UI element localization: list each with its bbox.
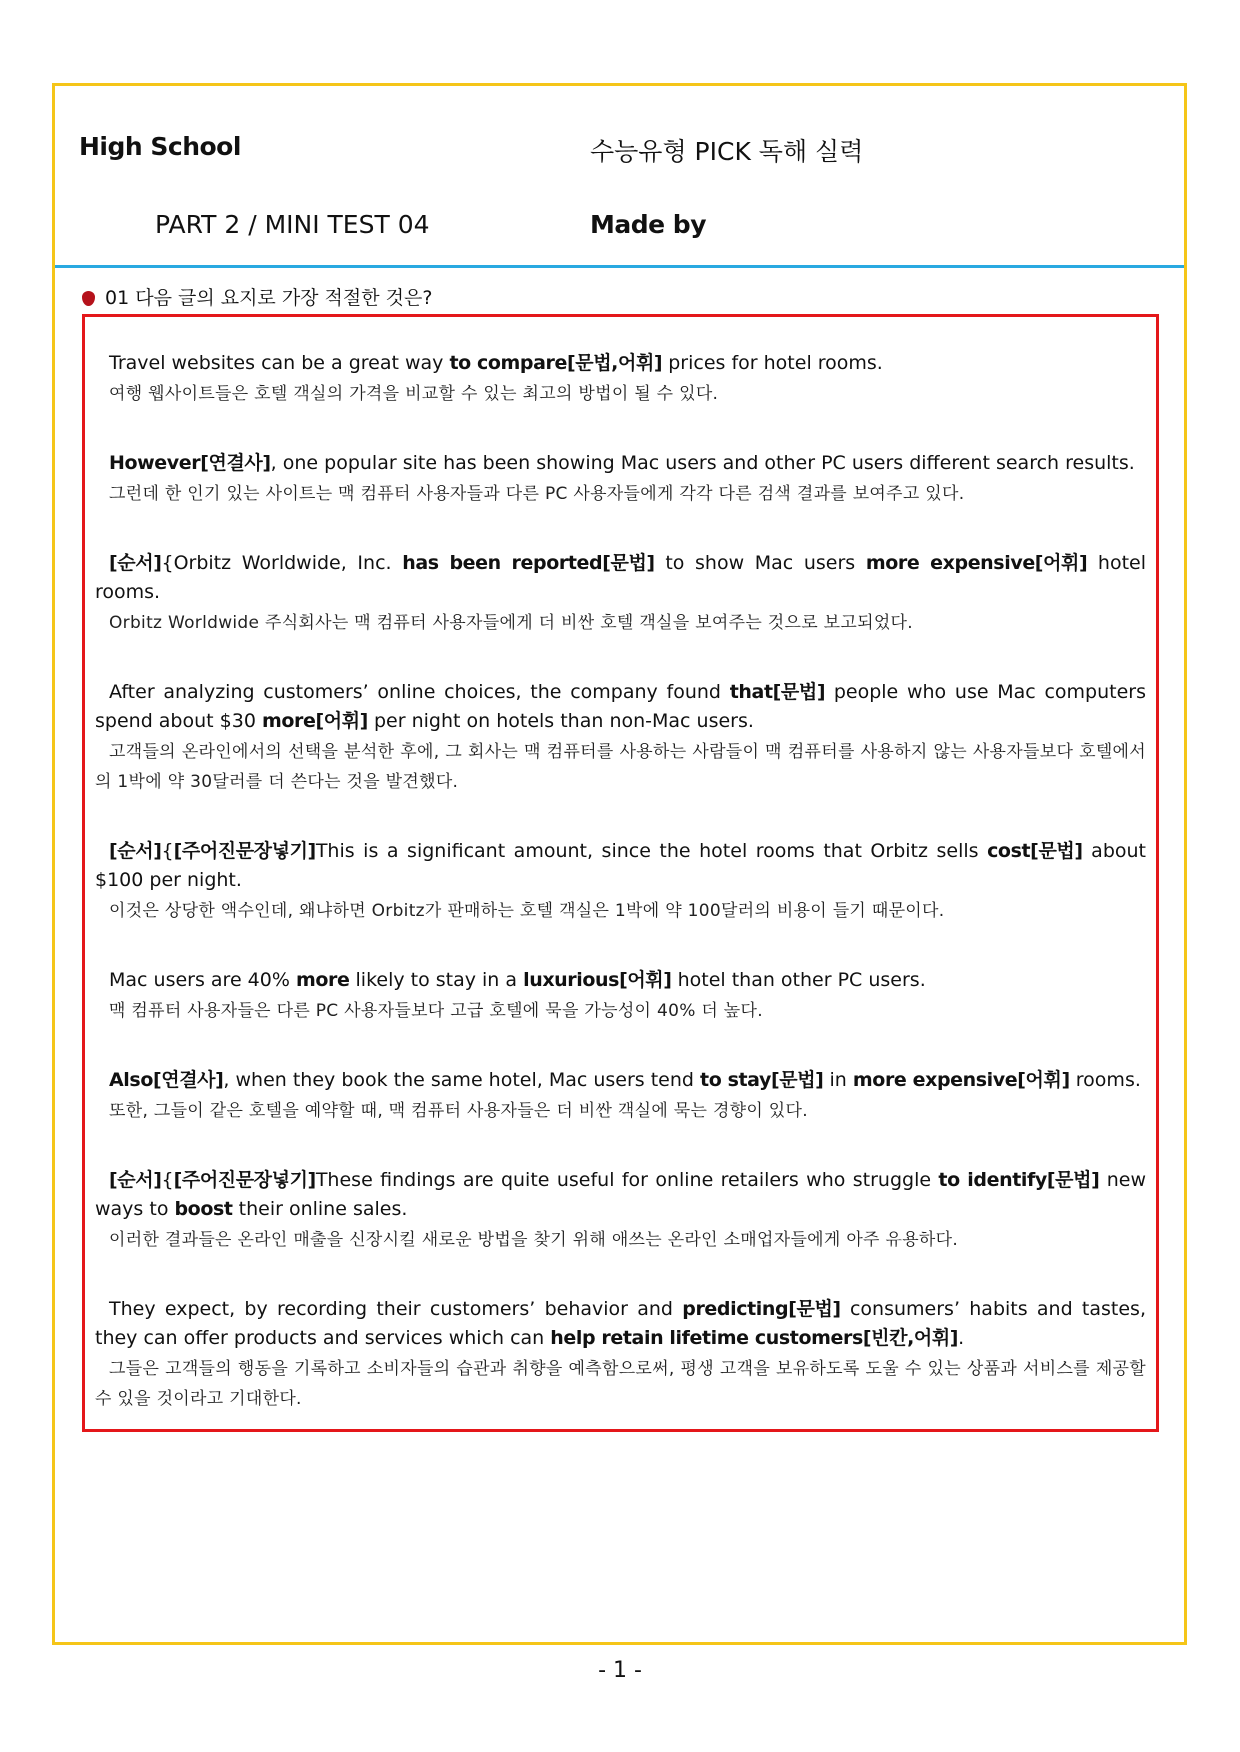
korean-translation: 이러한 결과들은 온라인 매출을 신장시킬 새로운 방법을 찾기 위해 애쓰는 온라인 소매업자들에게 아주 유용하다. xyxy=(109,1230,959,1250)
highlighted-term: to stay[문법] xyxy=(700,1069,824,1091)
highlighted-term: [주어진문장넣기] xyxy=(173,840,316,862)
korean-translation: 이것은 상당한 액수인데, 왜냐하면 Orbitz가 판매하는 호텔 객실은 1박에 약 100달러의 비용이 들기 때문이다. xyxy=(109,901,945,921)
sentence-text: After analyzing customers’ online choices, the company found xyxy=(109,681,730,703)
school-level: High School xyxy=(79,132,241,161)
passage-paragraph xyxy=(95,449,1146,509)
sentence-text: , when they book the same hotel, Mac users tend xyxy=(223,1069,701,1091)
highlighted-term: predicting[문법] xyxy=(682,1298,841,1320)
question-text: 01 다음 글의 요지로 가장 적절한 것은? xyxy=(105,287,433,309)
korean-translation: 맥 컴퓨터 사용자들은 다른 PC 사용자들보다 고급 호텔에 묵을 가능성이 40% 더 높다. xyxy=(109,1001,763,1021)
passage-paragraph xyxy=(95,1166,1146,1255)
part-label: PART 2 / MINI TEST 04 xyxy=(155,210,430,239)
highlighted-term: Also[연결사] xyxy=(109,1069,224,1091)
english-sentence xyxy=(95,837,1146,895)
sentence-text: This is a significant amount, since the hotel rooms that Orbitz sells xyxy=(315,840,988,862)
sentence-text: {Orbitz Worldwide, Inc. xyxy=(161,552,403,574)
sentence-text: { xyxy=(161,1169,174,1191)
passage-paragraph xyxy=(95,349,1146,409)
english-sentence xyxy=(95,1066,1146,1095)
sentence-text: These findings are quite useful for online retailers who struggle xyxy=(315,1169,939,1191)
passage-paragraph xyxy=(95,1295,1146,1414)
book-title: 수능유형 PICK 독해 실력 xyxy=(590,137,864,166)
sentence-text: hotel rooms. xyxy=(95,552,1146,603)
passage-paragraph xyxy=(95,678,1146,797)
english-sentence xyxy=(95,549,1146,607)
header-divider xyxy=(55,265,1184,268)
highlighted-term: to compare[문법,어휘] xyxy=(449,352,663,374)
passage-paragraph xyxy=(95,837,1146,926)
passage-paragraph xyxy=(95,1066,1146,1126)
page-number: - 1 - xyxy=(598,1658,642,1683)
korean-translation: 그런데 한 인기 있는 사이트는 맥 컴퓨터 사용자들과 다른 PC 사용자들에게 각각 다른 검색 결과를 보여주고 있다. xyxy=(109,484,965,504)
sentence-text: about $100 per night. xyxy=(95,840,1146,891)
sentence-text: { xyxy=(161,840,174,862)
english-sentence xyxy=(95,1295,1146,1353)
sentence-text: They expect, by recording their customers’ behavior and xyxy=(109,1298,683,1320)
sentence-text: hotel than other PC users. xyxy=(671,969,926,991)
passage xyxy=(95,349,1146,1414)
sentence-text: likely to stay in a xyxy=(349,969,524,991)
korean-translation: 그들은 고객들의 행동을 기록하고 소비자들의 습관과 취향을 예측함으로써, 평생 고객을 보유하도록 도울 수 있는 상품과 서비스를 제공할 수 있을 것이라고 기대한다. xyxy=(95,1359,1146,1409)
highlighted-term: more[어휘] xyxy=(261,710,368,732)
question-prompt xyxy=(82,283,432,310)
sentence-text: their online sales. xyxy=(232,1198,408,1220)
highlighted-term: help retain lifetime customers[빈칸,어휘] xyxy=(550,1327,959,1349)
sentence-text: Mac users are 40% xyxy=(109,969,296,991)
highlighted-term: has been reported[문법] xyxy=(402,552,655,574)
highlighted-term: [순서] xyxy=(109,552,162,574)
english-sentence xyxy=(95,449,1146,478)
highlighted-term: However[연결사] xyxy=(109,452,271,474)
highlighted-term: [주어진문장넣기] xyxy=(173,1169,316,1191)
made-by-label: Made by xyxy=(590,210,706,239)
highlighted-term: to identify[문법] xyxy=(938,1169,1100,1191)
english-sentence xyxy=(95,349,1146,378)
highlighted-term: more xyxy=(295,969,350,991)
korean-translation: Orbitz Worldwide 주식회사는 맥 컴퓨터 사용자들에게 더 비싼 호텔 객실을 보여주는 것으로 보고되었다. xyxy=(109,613,913,633)
passage-paragraph xyxy=(95,549,1146,638)
sentence-text: per night on hotels than non-Mac users. xyxy=(367,710,754,732)
passage-paragraph xyxy=(95,966,1146,1026)
sentence-text: prices for hotel rooms. xyxy=(662,352,883,374)
english-sentence xyxy=(95,678,1146,736)
highlighted-term: that[문법] xyxy=(729,681,826,703)
sentence-text: in xyxy=(823,1069,853,1091)
highlighted-term: [순서] xyxy=(109,840,162,862)
sentence-text: Travel websites can be a great way xyxy=(109,352,450,374)
highlighted-term: luxurious[어휘] xyxy=(523,969,672,991)
sentence-text: to show Mac users xyxy=(654,552,866,574)
korean-translation: 또한, 그들이 같은 호텔을 예약할 때, 맥 컴퓨터 사용자들은 더 비싼 객실에 묵는 경향이 있다. xyxy=(109,1101,808,1121)
bullet-icon xyxy=(82,291,95,306)
highlighted-term: more expensive[어휘] xyxy=(852,1069,1070,1091)
highlighted-term: more expensive[어휘] xyxy=(865,552,1088,574)
highlighted-term: boost xyxy=(174,1198,233,1220)
english-sentence xyxy=(95,1166,1146,1224)
sentence-text: people who use Mac computers spend about $30 xyxy=(95,681,1147,732)
korean-translation: 고객들의 온라인에서의 선택을 분석한 후에, 그 회사는 맥 컴퓨터를 사용하는 사람들이 맥 컴퓨터를 사용하지 않는 사용자들보다 호텔에서의 1박에 약 30달러를 더 쓴다는 것을 발견했다. xyxy=(95,742,1146,792)
sentence-text: rooms. xyxy=(1069,1069,1141,1091)
sentence-text: . xyxy=(958,1327,965,1349)
sentence-text: , one popular site has been showing Mac users and other PC users different search results. xyxy=(270,452,1135,474)
korean-translation: 여행 웹사이트들은 호텔 객실의 가격을 비교할 수 있는 최고의 방법이 될 수 있다. xyxy=(109,384,719,404)
english-sentence xyxy=(95,966,1146,995)
highlighted-term: [순서] xyxy=(109,1169,162,1191)
sentence-text: consumers’ habits and tastes, they can offer products and services which can xyxy=(95,1298,1146,1349)
sentence-text: new ways to xyxy=(95,1169,1147,1220)
highlighted-term: cost[문법] xyxy=(987,840,1083,862)
passage-box xyxy=(82,314,1159,1432)
